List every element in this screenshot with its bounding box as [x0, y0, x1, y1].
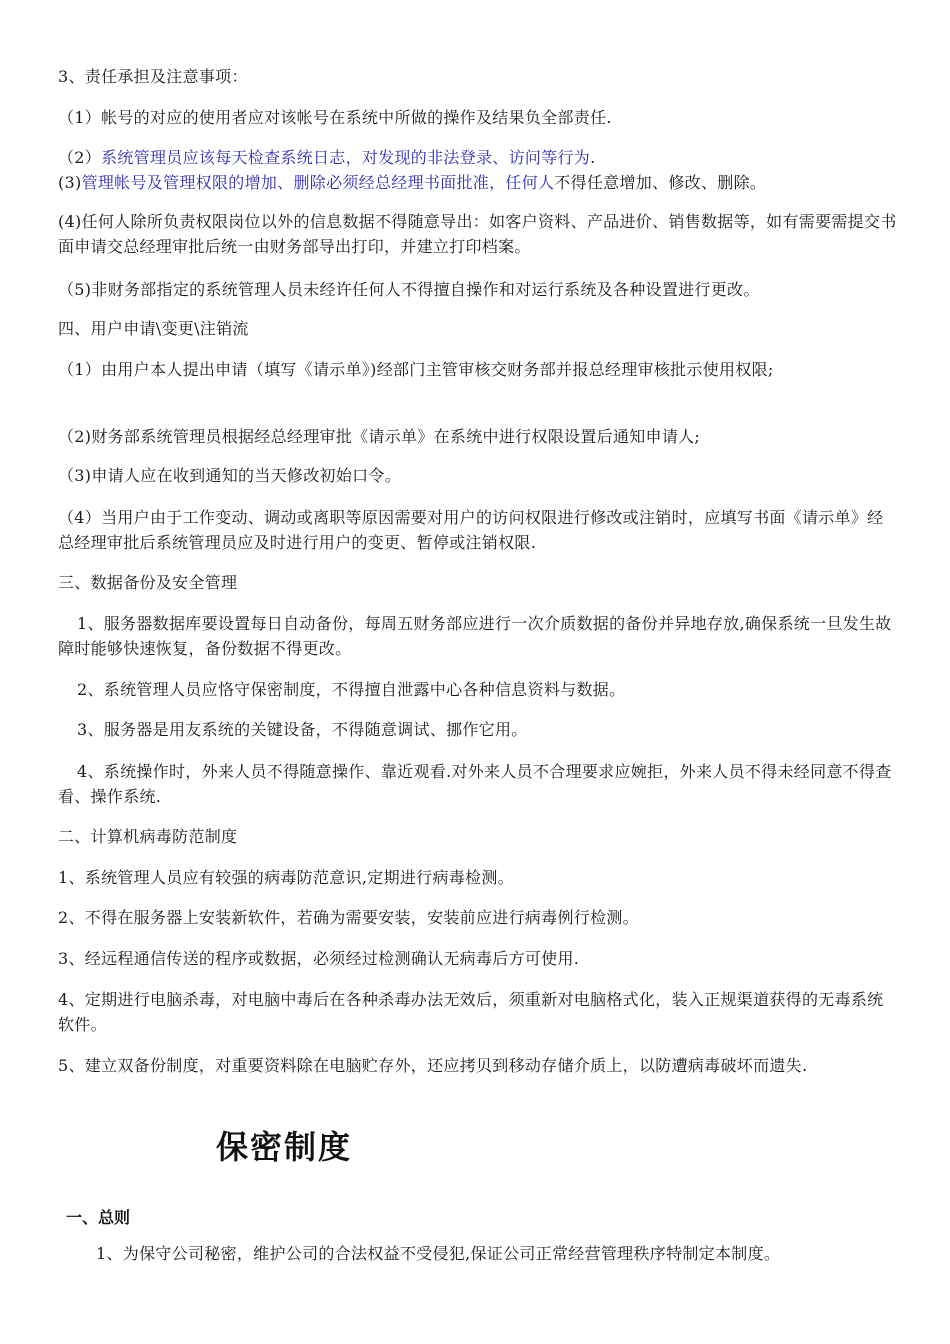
paragraph-apply-4: （4）当用户由于工作变动、调动或离职等原因需要对用户的访问权限进行修改或注销时，应填写书面《请示单》经总经理审批后系统管理员应及时进行用户的变更、暂停或注销权限.	[58, 508, 884, 552]
paragraph-backup-4: 4、系统操作时，外来人员不得随意操作、靠近观看.对外来人员不合理要求应婉拒，外来人员不得未经同意不得查看、操作系统.	[58, 762, 892, 806]
item-2-highlight: 系统管理员应该每天检查系统日志，对发现的非法登录、访问等行为	[101, 148, 591, 167]
paragraph-backup-1: 1、服务器数据库要设置每日自动备份，每周五财务部应进行一次介质数据的备份并异地存放,确保系统一旦发生故障时能够快速恢复，备份数据不得更改。	[58, 614, 892, 658]
paragraph-apply-3: （3)申请人应在收到通知的当天修改初始口令。	[58, 466, 402, 485]
heading-responsibility: 3、责任承担及注意事项：	[58, 67, 248, 86]
paragraph-virus-1: 1、系统管理人员应有较强的病毒防范意识,定期进行病毒检测。	[58, 868, 514, 887]
item-3-prefix: (3)	[58, 173, 82, 192]
paragraph-virus-4: 4、定期进行电脑杀毒，对电脑中毒后在各种杀毒办法无效后，须重新对电脑格式化，装入正规渠道获得的无毒系统软件。	[58, 990, 884, 1034]
heading-virus-prevention: 二、计算机病毒防范制度	[58, 827, 238, 846]
item-2-suffix: .	[590, 148, 596, 167]
paragraph-backup-3: 3、服务器是用友系统的关键设备，不得随意调试、挪作它用。	[77, 720, 528, 739]
paragraph-general-1: 1、为保守公司秘密，维护公司的合法权益不受侵犯,保证公司正常经营管理秩序特制定本制度。	[96, 1244, 781, 1263]
heading-general-provisions: 一、总则	[66, 1208, 131, 1227]
paragraph-item-3	[58, 170, 898, 195]
paragraph-item-1: （1）帐号的对应的使用者应对该帐号在系统中所做的操作及结果负全部责任.	[58, 108, 612, 127]
heading-data-backup: 三、数据备份及安全管理	[58, 573, 238, 592]
item-2-prefix: （2）	[58, 148, 102, 167]
paragraph-item-4: (4)任何人除所负责权限岗位以外的信息数据不得随意导出：如客户资料、产品进价、销售数据等，如有需要需提交书面申请交总经理审批后统一由财务部导出打印，并建立打印档案。	[58, 212, 897, 256]
paragraph-item-2	[58, 145, 898, 170]
paragraph-virus-3: 3、经远程通信传送的程序或数据，必须经过检测确认无病毒后方可使用.	[58, 949, 580, 968]
paragraph-item-5: （5)非财务部指定的系统管理人员未经许任何人不得擅自操作和对运行系统及各种设置进行更改。	[58, 280, 760, 299]
paragraph-apply-1: （1）由用户本人提出申请（填写《请示单》)经部门主管审核交财务部并报总经理审核批示使用权限;	[58, 360, 774, 379]
heading-user-application: 四、用户申请\变更\注销流	[58, 319, 249, 338]
item-3-suffix: 不得任意增加、修改、删除。	[554, 173, 767, 192]
paragraph-virus-2: 2、不得在服务器上安装新软件，若确为需要安装，安装前应进行病毒例行检测。	[58, 908, 639, 927]
paragraph-backup-2: 2、系统管理人员应恪守保密制度，不得擅自泄露中心各种信息资料与数据。	[77, 680, 626, 699]
item-3-highlight: 管理帐号及管理权限的增加、删除必须经总经理书面批准，任何人	[81, 173, 555, 192]
paragraph-virus-5: 5、建立双备份制度，对重要资料除在电脑贮存外，还应拷贝到移动存储介质上，以防遭病毒破坏而遗失.	[58, 1056, 808, 1075]
paragraph-apply-2: （2)财务部系统管理员根据经总经理审批《请示单》在系统中进行权限设置后通知申请人;	[58, 427, 701, 446]
document-title: 保密制度	[216, 1128, 353, 1166]
